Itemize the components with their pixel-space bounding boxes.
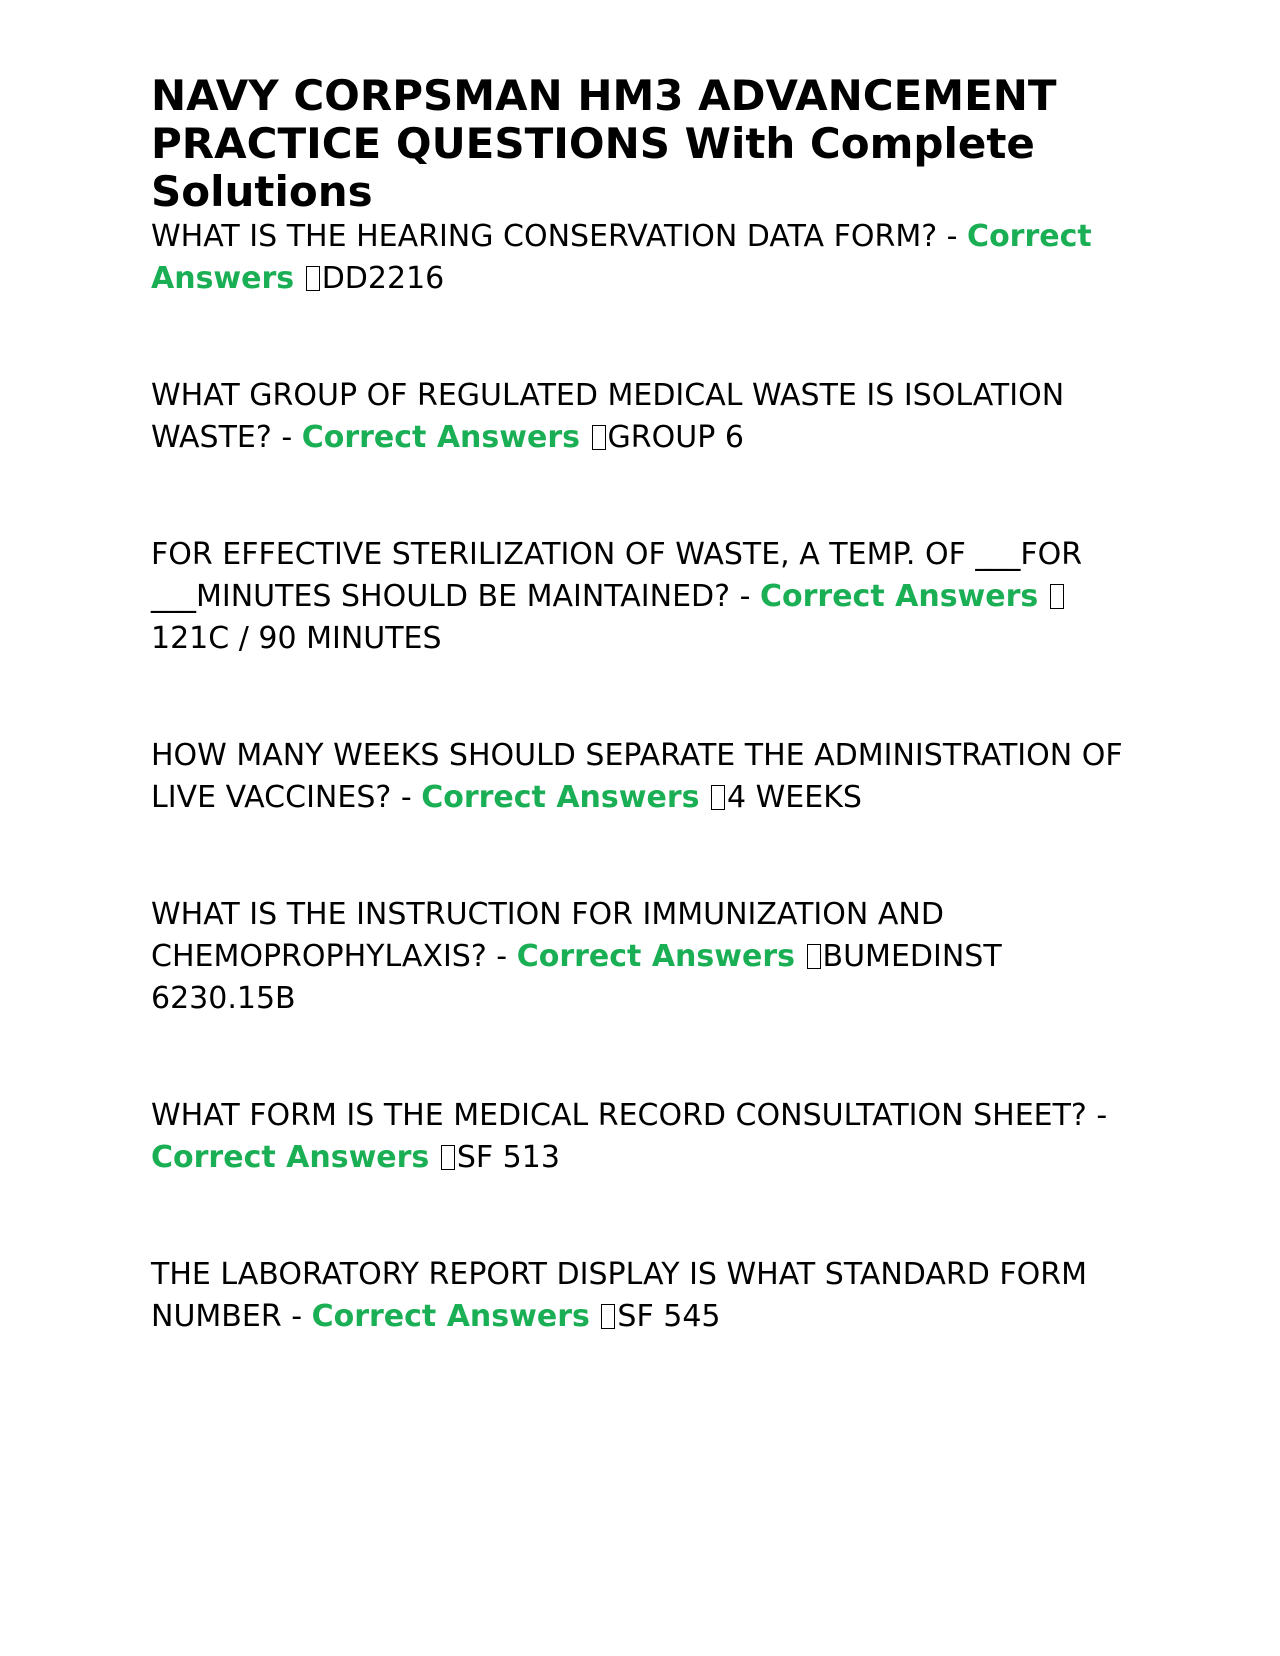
question-text: WHAT IS THE HEARING CONSERVATION DATA FORM? -	[151, 219, 958, 254]
correct-answers-label: Correct Answers	[151, 1140, 430, 1175]
answer-text: DD2216	[321, 261, 445, 296]
question-text: FOR EFFECTIVE STERILIZATION OF WASTE, A TEMP. OF ___FOR ___MINUTES SHOULD BE MAINTAINED? -	[151, 537, 1083, 614]
answer-text: 4 WEEKS	[727, 780, 862, 815]
question-text: THE LABORATORY REPORT DISPLAY IS WHAT STANDARD FORM NUMBER -	[151, 1257, 1087, 1334]
question-text: WHAT GROUP OF REGULATED MEDICAL WASTE IS ISOLATION WASTE? -	[151, 378, 1065, 455]
qa-item	[151, 894, 1141, 1020]
correct-answers-label: Correct Answers	[301, 420, 580, 455]
answer-text: GROUP 6	[607, 420, 744, 455]
checkbox-glyph-icon	[1050, 584, 1064, 609]
checkbox-glyph-icon	[807, 944, 821, 969]
answer-text: 121C / 90 MINUTES	[151, 621, 442, 656]
correct-answers-label: Correct Answers	[421, 780, 700, 815]
document-page	[151, 72, 1141, 1338]
qa-item	[151, 375, 1141, 459]
checkbox-glyph-icon	[441, 1145, 455, 1170]
document-title: NAVY CORPSMAN HM3 ADVANCEMENT PRACTICE QUESTIONS With Complete Solutions	[151, 71, 1057, 216]
qa-item	[151, 1254, 1141, 1338]
answer-text: SF 513	[456, 1140, 560, 1175]
question-text: WHAT IS THE INSTRUCTION FOR IMMUNIZATION AND CHEMOPROPHYLAXIS? -	[151, 897, 944, 974]
checkbox-glyph-icon	[711, 785, 725, 810]
correct-answers-label: Correct Answers	[759, 579, 1039, 614]
qa-item	[151, 534, 1141, 660]
checkbox-glyph-icon	[306, 266, 320, 291]
correct-answers-label: Correct Answers	[311, 1299, 590, 1334]
checkbox-glyph-icon	[592, 425, 606, 450]
qa-item	[151, 735, 1141, 819]
checkbox-glyph-icon	[601, 1304, 615, 1329]
question-text: HOW MANY WEEKS SHOULD SEPARATE THE ADMINISTRATION OF LIVE VACCINES? -	[151, 738, 1123, 815]
correct-answers-label: Correct Answers	[516, 939, 795, 974]
qa-item	[151, 216, 1141, 300]
answer-text: SF 545	[617, 1299, 721, 1334]
question-text: WHAT FORM IS THE MEDICAL RECORD CONSULTATION SHEET? -	[151, 1098, 1108, 1133]
answer-text: BUMEDINST 6230.15B	[151, 939, 1002, 1016]
correct-answers-label: Correct Answers	[151, 219, 1092, 296]
qa-item	[151, 1095, 1141, 1179]
